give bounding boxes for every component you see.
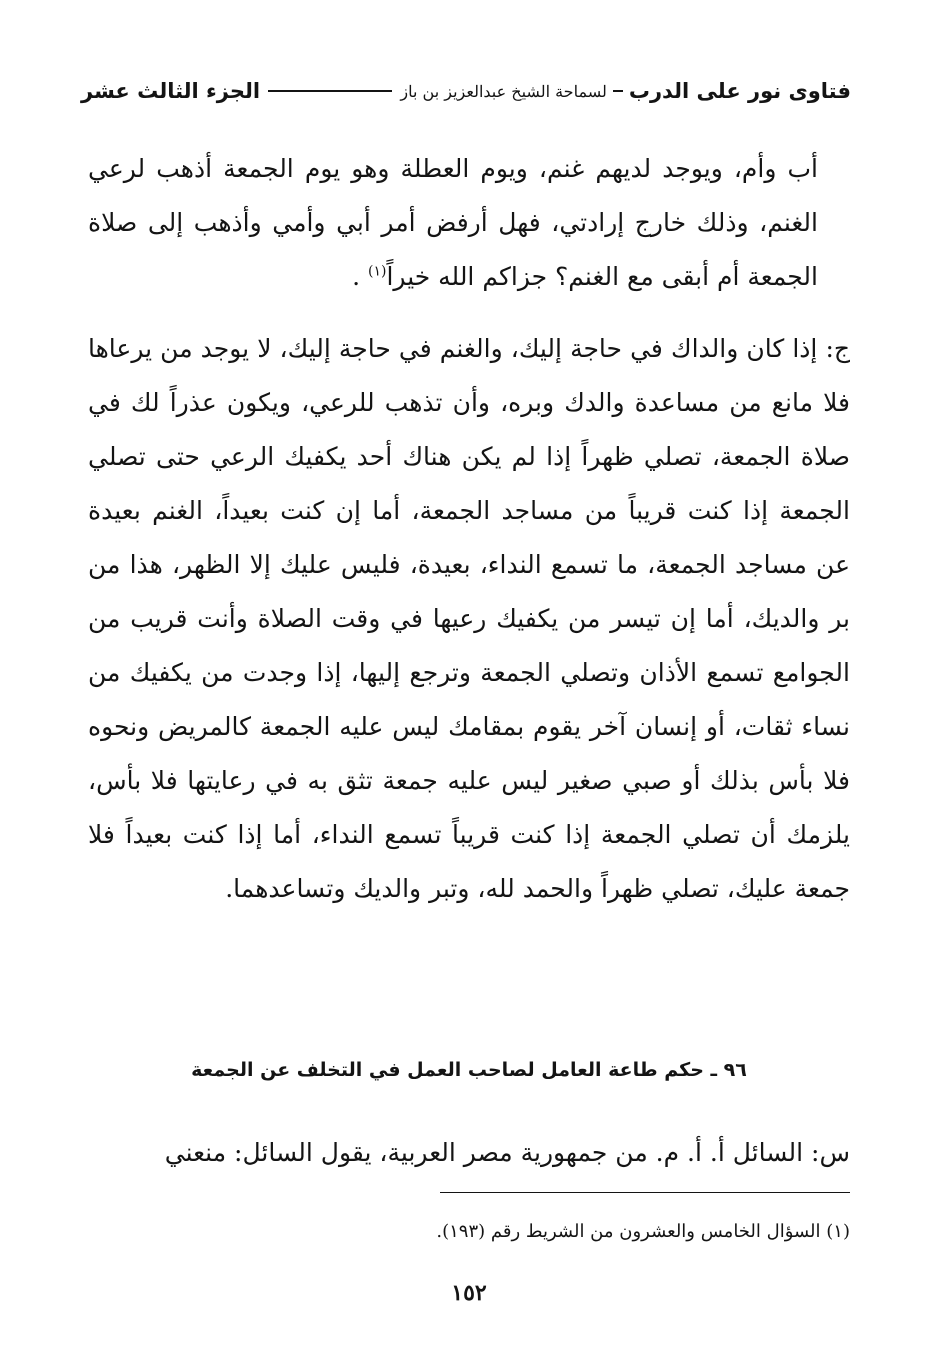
running-header — [81, 74, 851, 108]
question-continued-text: أب وأم، ويوجد لديهم غنم، ويوم العطلة وهو يوم الجمعة أذهب لرعي الغنم، وذلك خارج إرادتي، فهل أرفض أمر أبي وأمي وأذهب إلى صلاة الجمعة أم أبقى مع الغنم؟ جزاكم الله خيراً — [88, 154, 818, 291]
author-line: لسماحة الشيخ عبدالعزيز بن باز — [400, 81, 607, 101]
next-question-paragraph: س: السائل أ. أ. م. من جمهورية مصر العربية، يقول السائل: منعني — [164, 1138, 850, 1167]
footnote-reference[interactable]: (١) — [367, 263, 387, 280]
page-number: ١٥٢ — [451, 1280, 487, 1306]
header-dash — [613, 90, 623, 92]
footnote-text: (١) السؤال الخامس والعشرون من الشريط رقم (١٩٣). — [436, 1221, 850, 1242]
book-title: فتاوى نور على الدرب — [628, 79, 851, 103]
section-heading: ٩٦ ـ حكم طاعة العامل لصاحب العمل في التخلف عن الجمعة — [191, 1059, 747, 1081]
question-continued-end: . — [352, 262, 368, 291]
footnote-separator — [440, 1192, 850, 1193]
answer-paragraph: ج: إذا كان والداك في حاجة إليك، والغنم في حاجة إليك، لا يوجد من يرعاها فلا مانع من مساعدة والدك وبره، وأن تذهب للرعي، ويكون عذراً لك في صلاة الجمعة، تصلي ظهراً إذا لم يكن هناك أحد يكفيك الرعي حتى تصلي الجمعة إذا كنت قريباً من مساجد الجمعة، أما إن كنت بعيداً، الغنم بعيدة عن مساجد الجمعة، ما تسمع النداء، بعيدة، فليس عليك إلا الظهر، هذا من بر والديك، أما إن تيسر من يكفيك رعيها في وقت الصلاة وأنت قريب من الجوامع تسمع الأذان وتصلي الجمعة وترجع إليها، إذا وجدت من يكفيك من نساء ثقات، أو إنسان آخر يقوم بمقامك ليس عليه الجمعة كالمريض ونحوه فلا بأس بذلك أو صبي صغير ليس عليه جمعة تثق به في رعايتها فلا بأس، يلزمك أن تصلي الجمعة إذا كنت قريباً تسمع النداء، أما إذا كنت بعيداً فلا جمعة عليك، تصلي ظهراً والحمد لله، وتبر والديك وتساعدهما. — [88, 334, 850, 903]
question-continued-paragraph — [88, 142, 818, 304]
header-rule — [268, 90, 392, 92]
part-label: الجزء الثالث عشر — [81, 79, 261, 103]
